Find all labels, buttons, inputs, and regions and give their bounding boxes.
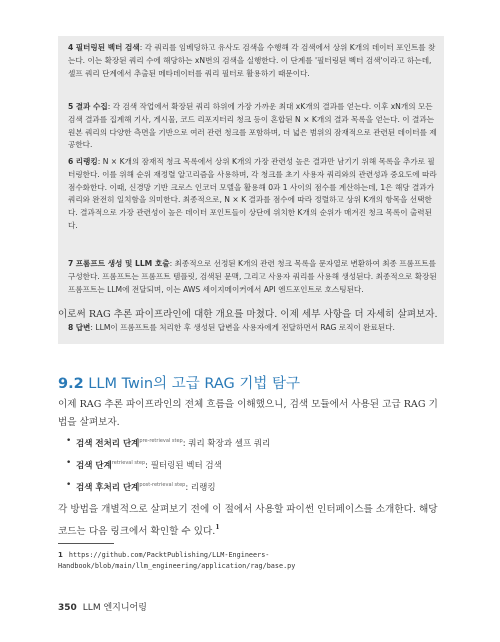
bullet-subtitle: retrieval step: [111, 460, 146, 466]
step-title: 결과 수집: [75, 102, 108, 111]
step-text: : LLM이 프롬프트를 처리한 후 생성된 답변을 사용자에게 전달하면서 RAG 로직이 완료된다.: [90, 323, 395, 332]
bullet-subtitle: pre-retrieval step: [139, 438, 183, 444]
footnote: [58, 550, 448, 572]
intro-paragraph: 이로써 RAG 추론 파이프라인에 대한 개요를 마쳤다. 이제 세부 사항을 더 자세히 살펴보자.: [58, 309, 438, 320]
step-number: 4: [68, 43, 74, 52]
step-title: 답변: [75, 323, 91, 332]
bullet-text: : 쿼리 확장과 셀프 쿼리: [182, 439, 271, 449]
bullet-text: : 리랭킹: [185, 483, 216, 493]
technique-list: [66, 435, 270, 501]
step-text: : 최종적으로 선정된 K개의 관련 청크 목록을 문자열로 변환하여 최종 프롬프트를 구성한다. 프롬프트는 프롬프트 템플릿, 검색된 문맥, 그리고 사용자 쿼리를 사용해 생성된다. 최종적으로 확장된 프롬프트는 LLM에 전달되며, 이는 AWS 세이지메이커에서 API 엔드포인트로 호스팅된다.: [68, 259, 437, 294]
page-number: 350: [58, 603, 77, 613]
page-footer: [58, 600, 147, 613]
footnote-reference[interactable]: 1: [215, 524, 220, 531]
step-number: 5: [68, 102, 74, 111]
list-item: [66, 457, 270, 479]
section-heading: [58, 372, 300, 393]
step-text: : N × K개의 잠재적 청크 목록에서 상위 K개의 가장 관련성 높은 결과만 남기기 위해 목록을 추가로 필터링한다. 이를 위해 순위 재정렬 알고리즘을 사용하며, 각 청크를 초기 사용자 쿼리와의 관련성과 중요도에 따라 점수화한다. 이때, 신경망 기반 크로스 인코더 모델을 활용해 0과 1 사이의 점수를 계산하는데, 1은 해당 결과가 쿼리와 완전히 일치함을 의미한다. 최종적으로, N × K 결과를 점수에 따라 정렬하고 상위 K개의 항목을 선택한다. 결과적으로 가장 관련성이 높은 데이터 포인트들이 상단에 위치한 K개의 순위가 매겨진 청크 목록이 출력된다.: [68, 157, 437, 230]
section-title-text: LLM Twin의 고급 RAG 기법 탐구: [88, 376, 300, 392]
bullet-title: 검색 후처리 단계: [76, 483, 140, 493]
list-item: [66, 479, 270, 501]
step-number: 6: [68, 157, 74, 166]
list-item: [66, 435, 270, 457]
section-number: 9.2: [58, 376, 84, 392]
step-title: 프롬프트 생성 및 LLM 호출: [75, 259, 170, 268]
bullet-subtitle: post-retrieval step: [139, 482, 186, 488]
step-title: 필터링된 벡터 검색: [75, 43, 140, 52]
footnote-link[interactable]: https://github.com/PacktPublishing/LLM-Engineers-Handbook/blob/main/llm_engineering/application/rag/base.py: [58, 551, 296, 570]
footnote-divider: [58, 543, 114, 544]
closing-text: 각 방법을 개별적으로 살펴보기 전에 이 절에서 사용할 파이썬 인터페이스를 소개한다. 해당 코드는 다음 링크에서 확인할 수 있다.: [58, 504, 438, 537]
section-intro: 이제 RAG 추론 파이프라인의 전체 흐름을 이해했으니, 검색 모듈에서 사용된 고급 RAG 기법을 살펴보자.: [58, 399, 438, 428]
step-5: [68, 101, 438, 152]
bullet-title: 검색 전처리 단계: [76, 439, 140, 449]
step-4: [68, 42, 438, 80]
step-7: [68, 258, 438, 296]
footnote-mark: 1: [58, 551, 63, 559]
step-number: 8: [68, 323, 74, 332]
step-number: 7: [68, 259, 74, 268]
bullet-title: 검색 단계: [76, 461, 112, 471]
bullet-text: : 필터링된 벡터 검색: [145, 461, 222, 471]
book-title: LLM 엔지니어링: [82, 603, 147, 613]
closing-paragraph: [58, 501, 444, 541]
step-text: : 각 쿼리를 임베딩하고 유사도 검색을 수행해 각 검색에서 상위 K개의 데이터 포인트를 찾는다. 이는 확장된 쿼리 수에 해당하는 xN번의 검색을 실행한다. 이 단계를 '필터링된 벡터 검색'이라고 하는데, 셀프 쿼리 단계에서 추출된 메타데이터를 쿼리 필터로 활용하기 때문이다.: [68, 43, 436, 78]
step-text: : 각 검색 작업에서 확장된 쿼리 하위에 가장 가까운 최대 xK개의 결과를 얻는다. 이후 xN개의 모든 검색 결과를 집계해 기사, 게시물, 코드 리포지터리 청크 등이 혼합된 N × K개의 결과 목록을 얻는다. 이 결과는 원본 쿼리의 다양한 측면을 기반으로 여러 관련 청크를 포함하며, 더 넓은 범위의 잠재적으로 관련된 데이터를 제공한다.: [68, 102, 437, 150]
step-title: 리랭킹: [75, 157, 98, 166]
step-6: [68, 156, 438, 233]
